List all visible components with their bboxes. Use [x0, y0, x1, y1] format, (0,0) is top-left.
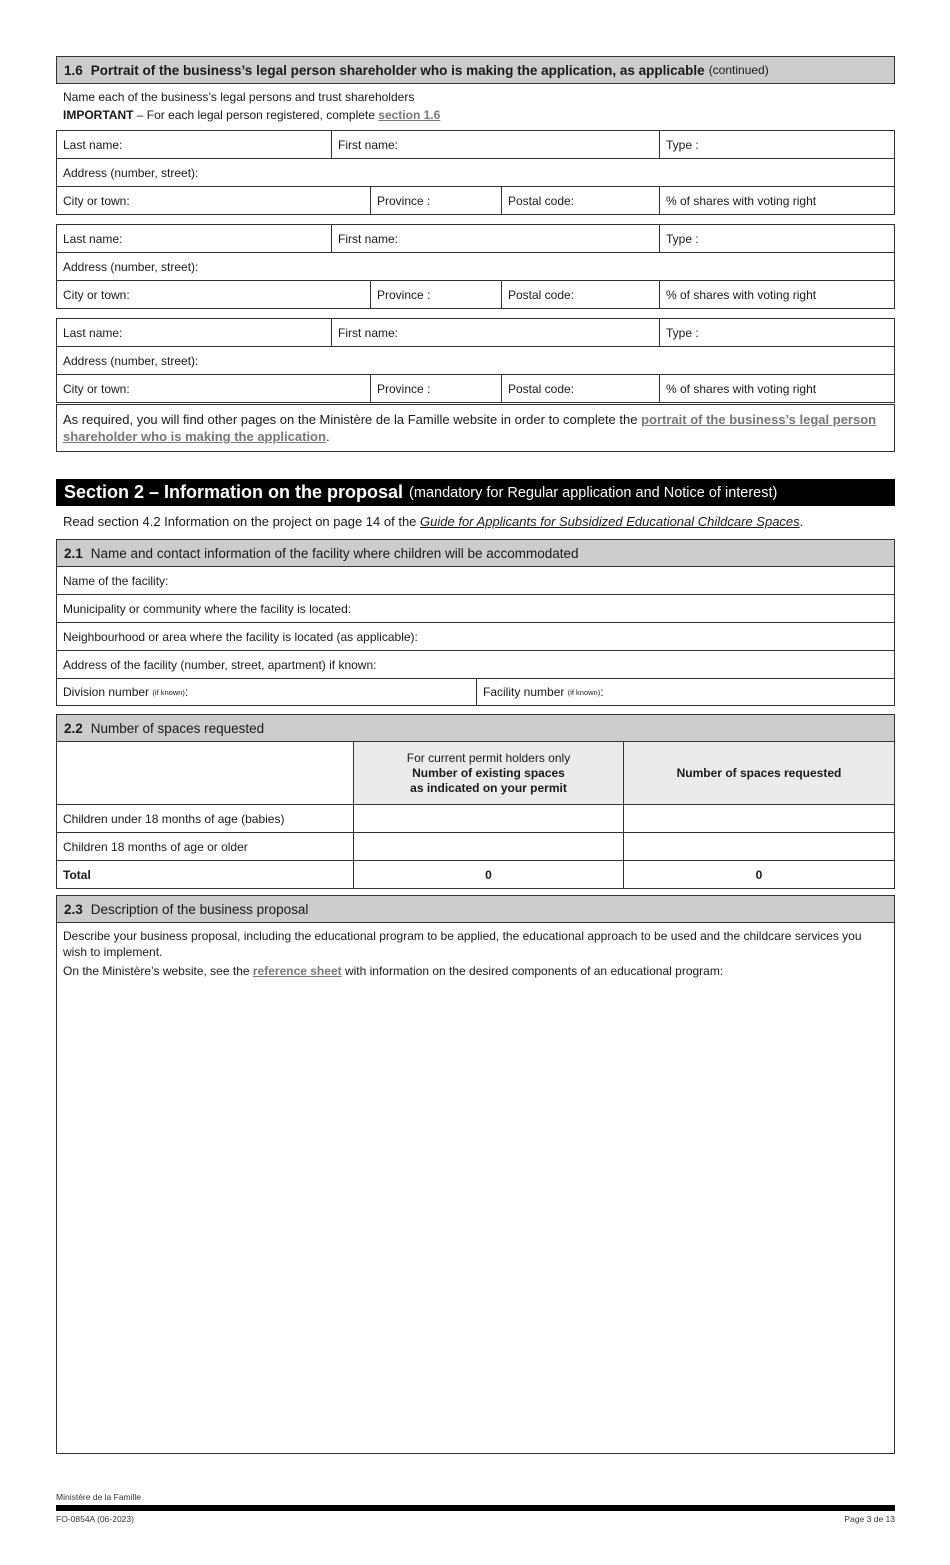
section-number: 2.3: [64, 901, 83, 917]
section-1-6-header: [56, 56, 895, 84]
existing-spaces-header: [353, 741, 624, 805]
older-label: Children 18 months of age or older: [63, 839, 248, 854]
section-number: 2.1: [64, 545, 83, 561]
total-requested-value: [623, 860, 895, 889]
facility-number-field[interactable]: [476, 678, 895, 706]
city-field[interactable]: [56, 280, 371, 309]
type-field[interactable]: [659, 224, 895, 253]
footer-page-number: Page 3 de 13: [844, 1514, 895, 1524]
neighbourhood-field[interactable]: [56, 622, 895, 651]
address-label: Address (number, street):: [63, 165, 199, 180]
postal-code-label: Postal code:: [508, 193, 575, 208]
reference-note: [63, 963, 888, 979]
province-label: Province :: [377, 287, 431, 302]
first-name-field[interactable]: [331, 130, 660, 159]
municipality-field[interactable]: [56, 594, 895, 623]
footer-ministry: Ministère de la Famille: [56, 1492, 142, 1502]
colon: :: [184, 685, 189, 699]
address-field[interactable]: [56, 346, 895, 375]
last-name-field[interactable]: [56, 224, 332, 253]
type-field[interactable]: [659, 318, 895, 347]
colon: :: [600, 685, 604, 699]
reference-sheet-link[interactable]: reference sheet: [252, 964, 342, 978]
existing-spaces-title: Number of existing spaces: [412, 765, 565, 780]
table-row-label: [56, 860, 354, 889]
city-label: City or town:: [63, 287, 130, 302]
babies-requested-input[interactable]: [623, 804, 895, 833]
address-field[interactable]: [56, 158, 895, 187]
last-name-label: Last name:: [63, 325, 123, 340]
existing-spaces-subtitle: as indicated on your permit: [410, 780, 567, 795]
type-label: Type :: [666, 137, 699, 152]
city-field[interactable]: [56, 374, 371, 403]
section-2-title: Section 2 – Information on the proposal: [64, 482, 404, 502]
table-row-label: [56, 832, 354, 861]
important-note: [63, 106, 883, 124]
province-label: Province :: [377, 381, 431, 396]
proposal-instructions: Describe your business proposal, including the educational program to be applied, the educational approach to be used and the childcare services you wish to implement.: [63, 929, 862, 959]
first-name-field[interactable]: [331, 224, 660, 253]
first-name-label: First name:: [338, 231, 399, 246]
note-end: .: [325, 429, 330, 444]
section-number: 1.6: [64, 62, 83, 78]
babies-existing-input[interactable]: [353, 804, 624, 833]
section-continued: (continued): [708, 63, 769, 77]
postal-code-field[interactable]: [501, 374, 660, 403]
table-corner-cell: [56, 741, 354, 805]
shares-label: % of shares with voting right: [666, 193, 817, 208]
table-row-label: [56, 804, 354, 833]
guide-reference: [63, 513, 893, 531]
section-title: Description of the business proposal: [90, 901, 309, 917]
facility-address-label: Address of the facility (number, street, apartment) if known:: [63, 657, 377, 672]
section-title: Portrait of the business’s legal person shareholder who is making the application, as applicable: [90, 62, 705, 78]
province-field[interactable]: [370, 374, 502, 403]
read-text: Read section 4.2 Information on the project on page 14 of the: [63, 514, 417, 529]
section-2-1-header: [56, 539, 895, 567]
important-label: IMPORTANT: [63, 108, 134, 122]
facility-name-field[interactable]: [56, 566, 895, 595]
last-name-field[interactable]: [56, 130, 332, 159]
portrait-link[interactable]: portrait of the business’s legal person shareholder who is making the application: [63, 412, 877, 444]
province-field[interactable]: [370, 186, 502, 215]
section-2-3-header: [56, 895, 895, 923]
first-name-label: First name:: [338, 137, 399, 152]
section-1-6-link[interactable]: section 1.6: [378, 108, 441, 122]
postal-code-field[interactable]: [501, 280, 660, 309]
postal-code-field[interactable]: [501, 186, 660, 215]
section-2-mandatory: (mandatory for Regular application and Notice of interest): [409, 484, 778, 501]
requested-spaces-title: Number of spaces requested: [676, 765, 842, 780]
type-label: Type :: [666, 231, 699, 246]
shares-label: % of shares with voting right: [666, 287, 817, 302]
total-existing-value: [353, 860, 624, 889]
reference-text: On the Ministère’s website, see the: [63, 964, 250, 978]
division-number-label: Division number: [63, 685, 150, 699]
facility-number-label: Facility number: [483, 685, 565, 699]
section-title: Name and contact information of the facility where children will be accommodated: [90, 545, 579, 561]
babies-label: Children under 18 months of age (babies): [63, 811, 285, 826]
section-2-header: [56, 479, 895, 506]
shares-label: % of shares with voting right: [666, 381, 817, 396]
guide-title: Guide for Applicants for Subsidized Educational Childcare Spaces: [420, 514, 800, 529]
province-field[interactable]: [370, 280, 502, 309]
website-note: [56, 404, 895, 452]
postal-code-label: Postal code:: [508, 287, 575, 302]
total-existing: 0: [485, 867, 492, 882]
shares-field[interactable]: [659, 186, 895, 215]
section-2-2-header: [56, 714, 895, 742]
address-label: Address (number, street):: [63, 353, 199, 368]
total-label: Total: [63, 867, 91, 882]
note-text: As required, you will find other pages on the Ministère de la Famille website in order to complete the: [63, 412, 638, 427]
total-requested: 0: [755, 867, 763, 882]
intro-text: Name each of the business’s legal persons and trust shareholders: [63, 90, 415, 104]
shares-field[interactable]: [659, 374, 895, 403]
footer-rule: [56, 1505, 895, 1511]
division-number-field[interactable]: [56, 678, 477, 706]
municipality-label: Municipality or community where the facility is located:: [63, 601, 352, 616]
important-text: – For each legal person registered, complete: [136, 108, 375, 122]
type-label: Type :: [666, 325, 699, 340]
city-label: City or town:: [63, 193, 130, 208]
last-name-label: Last name:: [63, 137, 123, 152]
city-label: City or town:: [63, 381, 130, 396]
last-name-field[interactable]: [56, 318, 332, 347]
address-label: Address (number, street):: [63, 259, 199, 274]
if-known-note: (if known): [152, 687, 185, 697]
requested-spaces-header: [623, 741, 895, 805]
last-name-label: Last name:: [63, 231, 123, 246]
older-requested-input[interactable]: [623, 832, 895, 861]
section-number: 2.2: [64, 720, 83, 736]
province-label: Province :: [377, 193, 431, 208]
address-field[interactable]: [56, 252, 895, 281]
facility-name-label: Name of the facility:: [63, 573, 169, 588]
first-name-label: First name:: [338, 325, 399, 340]
read-end: .: [799, 514, 804, 529]
shares-field[interactable]: [659, 280, 895, 309]
section-title: Number of spaces requested: [90, 720, 265, 736]
section-1-6-intro: [63, 88, 883, 124]
city-field[interactable]: [56, 186, 371, 215]
if-known-note: (if known): [567, 687, 601, 697]
first-name-field[interactable]: [331, 318, 660, 347]
facility-address-field[interactable]: [56, 650, 895, 679]
footer-form-code: FO-0854A (06-2023): [56, 1514, 134, 1524]
type-field[interactable]: [659, 130, 895, 159]
business-proposal-textarea[interactable]: [56, 922, 895, 1454]
reference-end: with information on the desired components of an educational program:: [344, 964, 724, 978]
postal-code-label: Postal code:: [508, 381, 575, 396]
neighbourhood-label: Neighbourhood or area where the facility is located (as applicable):: [63, 629, 418, 644]
older-existing-input[interactable]: [353, 832, 624, 861]
existing-spaces-note: For current permit holders only: [406, 750, 571, 765]
